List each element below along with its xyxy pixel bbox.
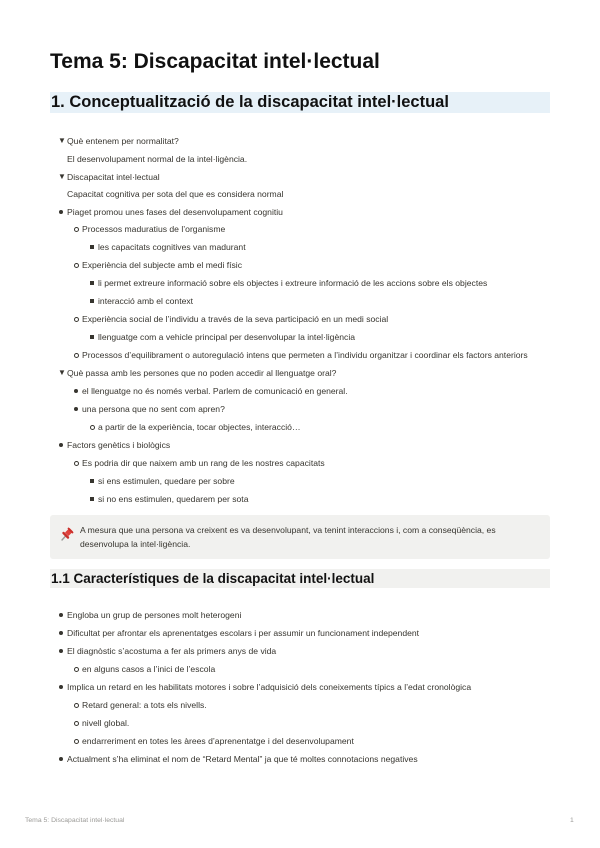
toggle-triangle-icon[interactable]: ▼ (58, 136, 66, 145)
bullet-circle-icon (74, 721, 79, 726)
list-item: Processos maduratius de l’organisme (82, 224, 226, 234)
toggle-heading[interactable]: Què passa amb les persones que no poden accedir al llenguatge oral? (67, 368, 337, 378)
bullet-icon (59, 631, 63, 635)
bullet-circle-icon (74, 461, 79, 466)
list-item: Processos d’equilibrament o autoregulació intens que permeten a l’individu organitzar i coordinar els factors anteriors (82, 350, 528, 360)
bullet-icon (59, 649, 63, 653)
list-item: Experiència social de l’individu a través de la seva participació en un medi social (82, 314, 389, 324)
bullet-square-icon (90, 281, 94, 285)
bullet-icon (74, 389, 78, 393)
list-item: Factors genètics i biològics (67, 440, 171, 450)
list-item: si ens estimulen, quedare per sobre (98, 476, 235, 486)
list-item: endarreriment en totes les àrees d’aprenentatge i del desenvolupament (82, 736, 354, 746)
list-item: una persona que no sent com apren? (82, 404, 225, 414)
list-item: Retard general: a tots els nivells. (82, 700, 207, 710)
bullet-square-icon (90, 299, 94, 303)
list-item: Implica un retard en les habilitats motores i sobre l’adquisició dels coneixements típics a l’edat cronològica (67, 682, 472, 692)
bullet-icon (59, 210, 63, 214)
toggle-triangle-icon[interactable]: ▼ (58, 172, 66, 181)
list-item: les capacitats cognitives van madurant (98, 242, 246, 252)
footer-title: Tema 5: Discapacitat intel·lectual (25, 817, 125, 824)
bullet-icon (74, 407, 78, 411)
bullet-circle-icon (74, 703, 79, 708)
list-item: Experiència del subjecte amb el medi físic (82, 260, 243, 270)
callout-text: A mesura que una persona va creixent es va desenvolupant, va tenint interaccions i, com a conseqüència, es desenvolupa la intel·ligència. (80, 525, 496, 549)
bullet-circle-icon (74, 227, 79, 232)
bullet-circle-icon (74, 263, 79, 268)
list-item: Dificultat per afrontar els aprenentatges escolars i per assumir un funcionament independent (67, 628, 420, 638)
list-item: El diagnòstic s’acostuma a fer als primers anys de vida (67, 646, 277, 656)
bullet-circle-icon (74, 353, 79, 358)
list-item: el llenguatge no és només verbal. Parlem de comunicació en general. (82, 386, 348, 396)
list-item: Actualment s’ha eliminat el nom de “Retard Mental” ja que té moltes connotacions negatives (67, 754, 418, 764)
list-item: en alguns casos a l’inici de l’escola (82, 664, 216, 674)
list-item: Piaget promou unes fases del desenvolupament cognitiu (67, 207, 283, 217)
list-item: a partir de la experiència, tocar objectes, interacció… (98, 422, 301, 432)
bullet-icon (59, 613, 63, 617)
list-item: li permet extreure informació sobre els objectes i extreure informació de les accions sobre els objectes (98, 278, 488, 288)
bullet-square-icon (90, 497, 94, 501)
toggle-content: El desenvolupament normal de la intel·ligència. (67, 154, 248, 164)
bullet-circle-icon (74, 317, 79, 322)
bullet-circle-icon (74, 739, 79, 744)
section-heading-1-1: 1.1 Característiques de la discapacitat intel·lectual (50, 569, 550, 588)
list-item: nivell global. (82, 718, 130, 728)
toggle-heading[interactable]: Què entenem per normalitat? (67, 136, 179, 146)
list-item: Engloba un grup de persones molt heterogeni (67, 610, 242, 620)
list-item: interacció amb el context (98, 296, 194, 306)
page-number: 1 (570, 817, 574, 824)
bullet-icon (59, 757, 63, 761)
toggle-content: Capacitat cognitiva per sota del que es considera normal (67, 189, 284, 199)
callout-box (50, 515, 550, 559)
bullet-square-icon (90, 245, 94, 249)
list-item: si no ens estimulen, quedarem per sota (98, 494, 249, 504)
bullet-icon (59, 685, 63, 689)
bullet-square-icon (90, 335, 94, 339)
list-item: Es podria dir que naixem amb un rang de les nostres capacitats (82, 458, 325, 468)
pushpin-icon (59, 526, 75, 542)
toggle-heading[interactable]: Discapacitat intel·lectual (67, 172, 160, 182)
page-title: Tema 5: Discapacitat intel·lectual (50, 50, 380, 73)
list-item: llenguatge com a vehicle principal per desenvolupar la intel·ligència (98, 332, 356, 342)
bullet-icon (59, 443, 63, 447)
bullet-circle-icon (90, 425, 95, 430)
bullet-circle-icon (74, 667, 79, 672)
toggle-triangle-icon[interactable]: ▼ (58, 368, 66, 377)
section-heading-1: 1. Conceptualització de la discapacitat intel·lectual (50, 92, 550, 113)
bullet-square-icon (90, 479, 94, 483)
